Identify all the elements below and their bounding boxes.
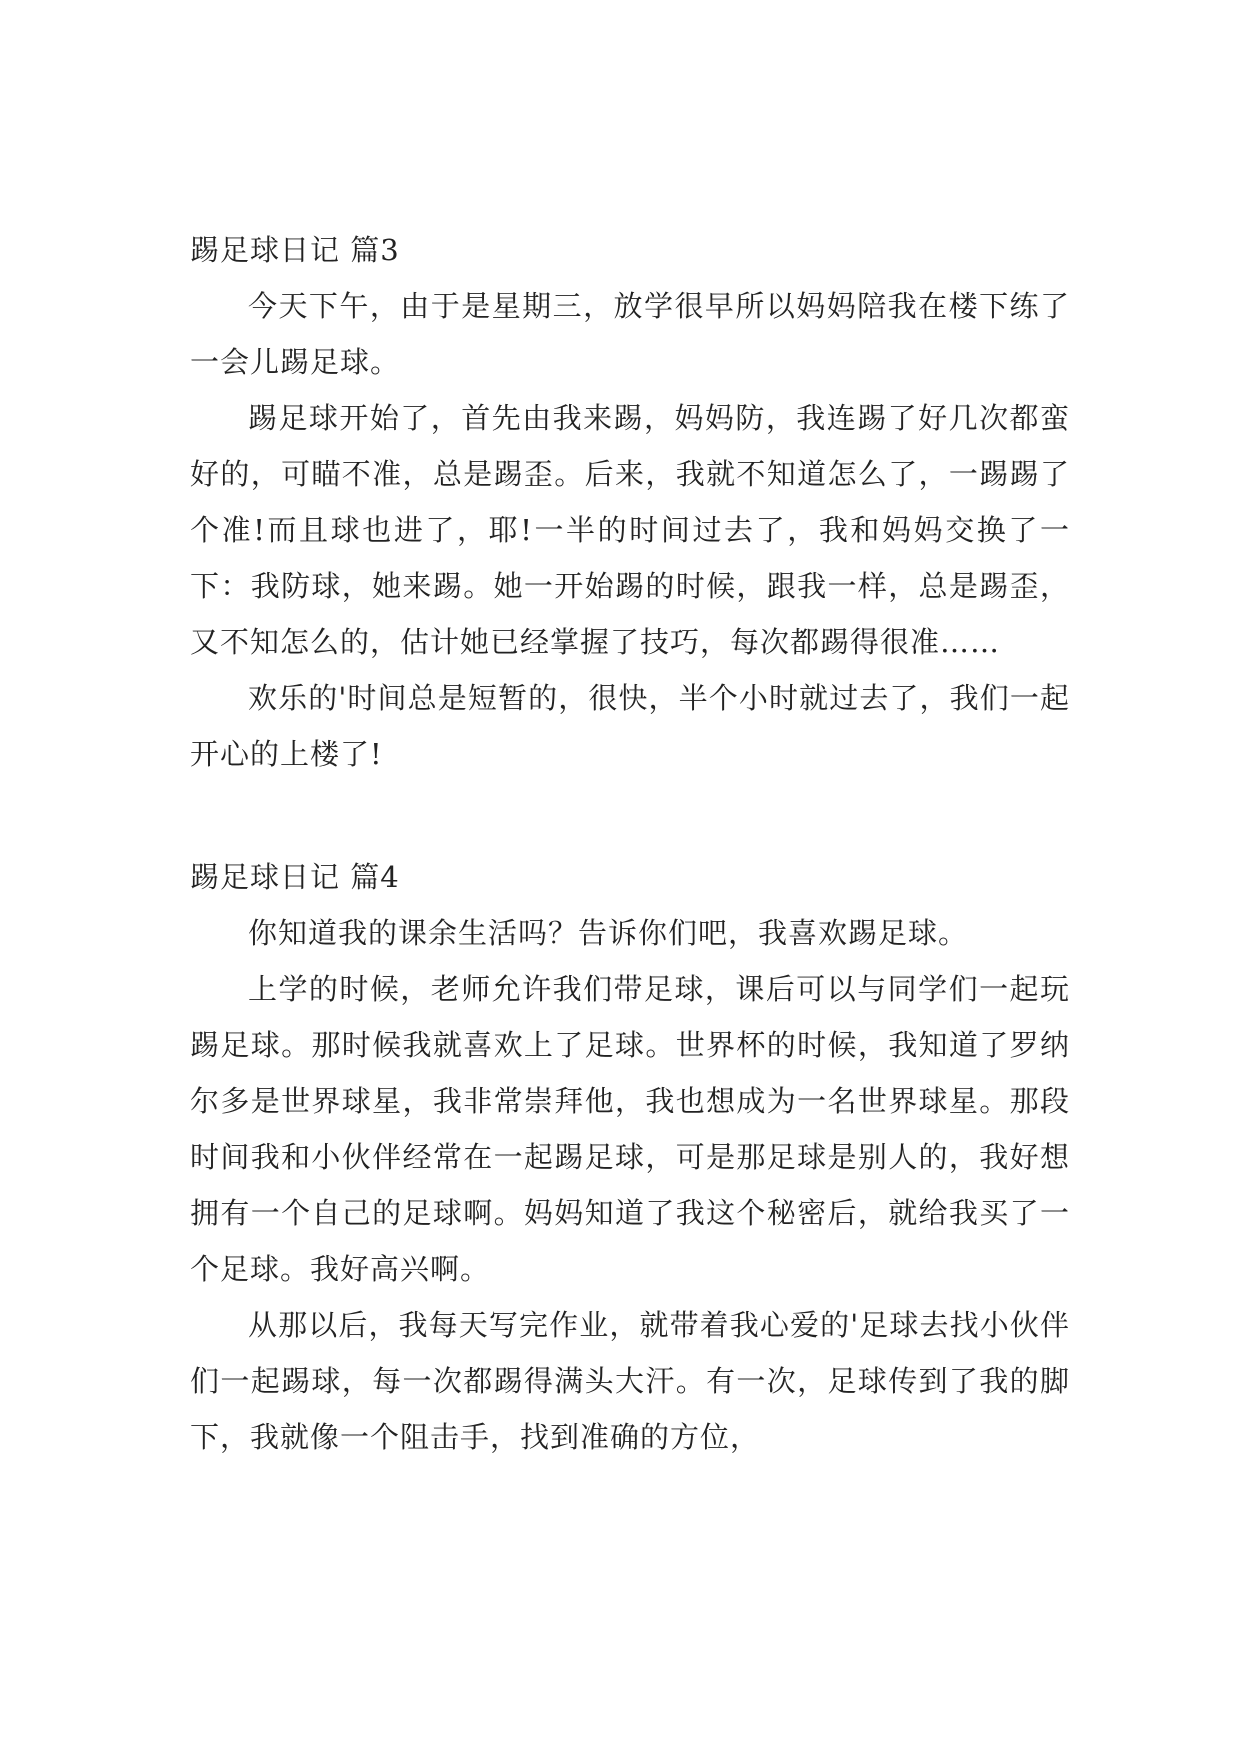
diary-entry-3 (190, 222, 1070, 782)
paragraph: 上学的时候，老师允许我们带足球，课后可以与同学们一起玩踢足球。那时候我就喜欢上了足球。世界杯的时候，我知道了罗纳尔多是世界球星，我非常崇拜他，我也想成为一名世界球星。那段时间我和小伙伴经常在一起踢足球，可是那足球是别人的，我好想拥有一个自己的足球啊。妈妈知道了我这个秘密后，就给我买了一个足球。我好高兴啊。 (190, 972, 1070, 1286)
paragraph: 踢足球开始了，首先由我来踢，妈妈防，我连踢了好几次都蛮好的，可瞄不准，总是踢歪。后来，我就不知道怎么了，一踢踢了个准!而且球也进了，耶!一半的时间过去了，我和妈妈交换了一下：我防球，她来踢。她一开始踢的时候，跟我一样，总是踢歪，又不知怎么的，估计她已经掌握了技巧，每次都踢得很准…… (190, 401, 1070, 659)
paragraph: 欢乐的'时间总是短暂的，很快，半个小时就过去了，我们一起开心的上楼了! (190, 681, 1070, 771)
diary-entry-4 (190, 849, 1070, 1465)
paragraph: 你知道我的课余生活吗？告诉你们吧，我喜欢踢足球。 (248, 916, 969, 950)
paragraph: 今天下午，由于是星期三，放学很早所以妈妈陪我在楼下练了一会儿踢足球。 (190, 289, 1070, 379)
paragraph: 从那以后，我每天写完作业，就带着我心爱的'足球去找小伙伴们一起踢球，每一次都踢得满头大汗。有一次，足球传到了我的脚下，我就像一个阻击手，找到准确的方位， (190, 1308, 1070, 1454)
document-body (190, 222, 1070, 1465)
entry-title: 踢足球日记 篇4 (190, 860, 400, 894)
entry-title: 踢足球日记 篇3 (190, 233, 400, 267)
